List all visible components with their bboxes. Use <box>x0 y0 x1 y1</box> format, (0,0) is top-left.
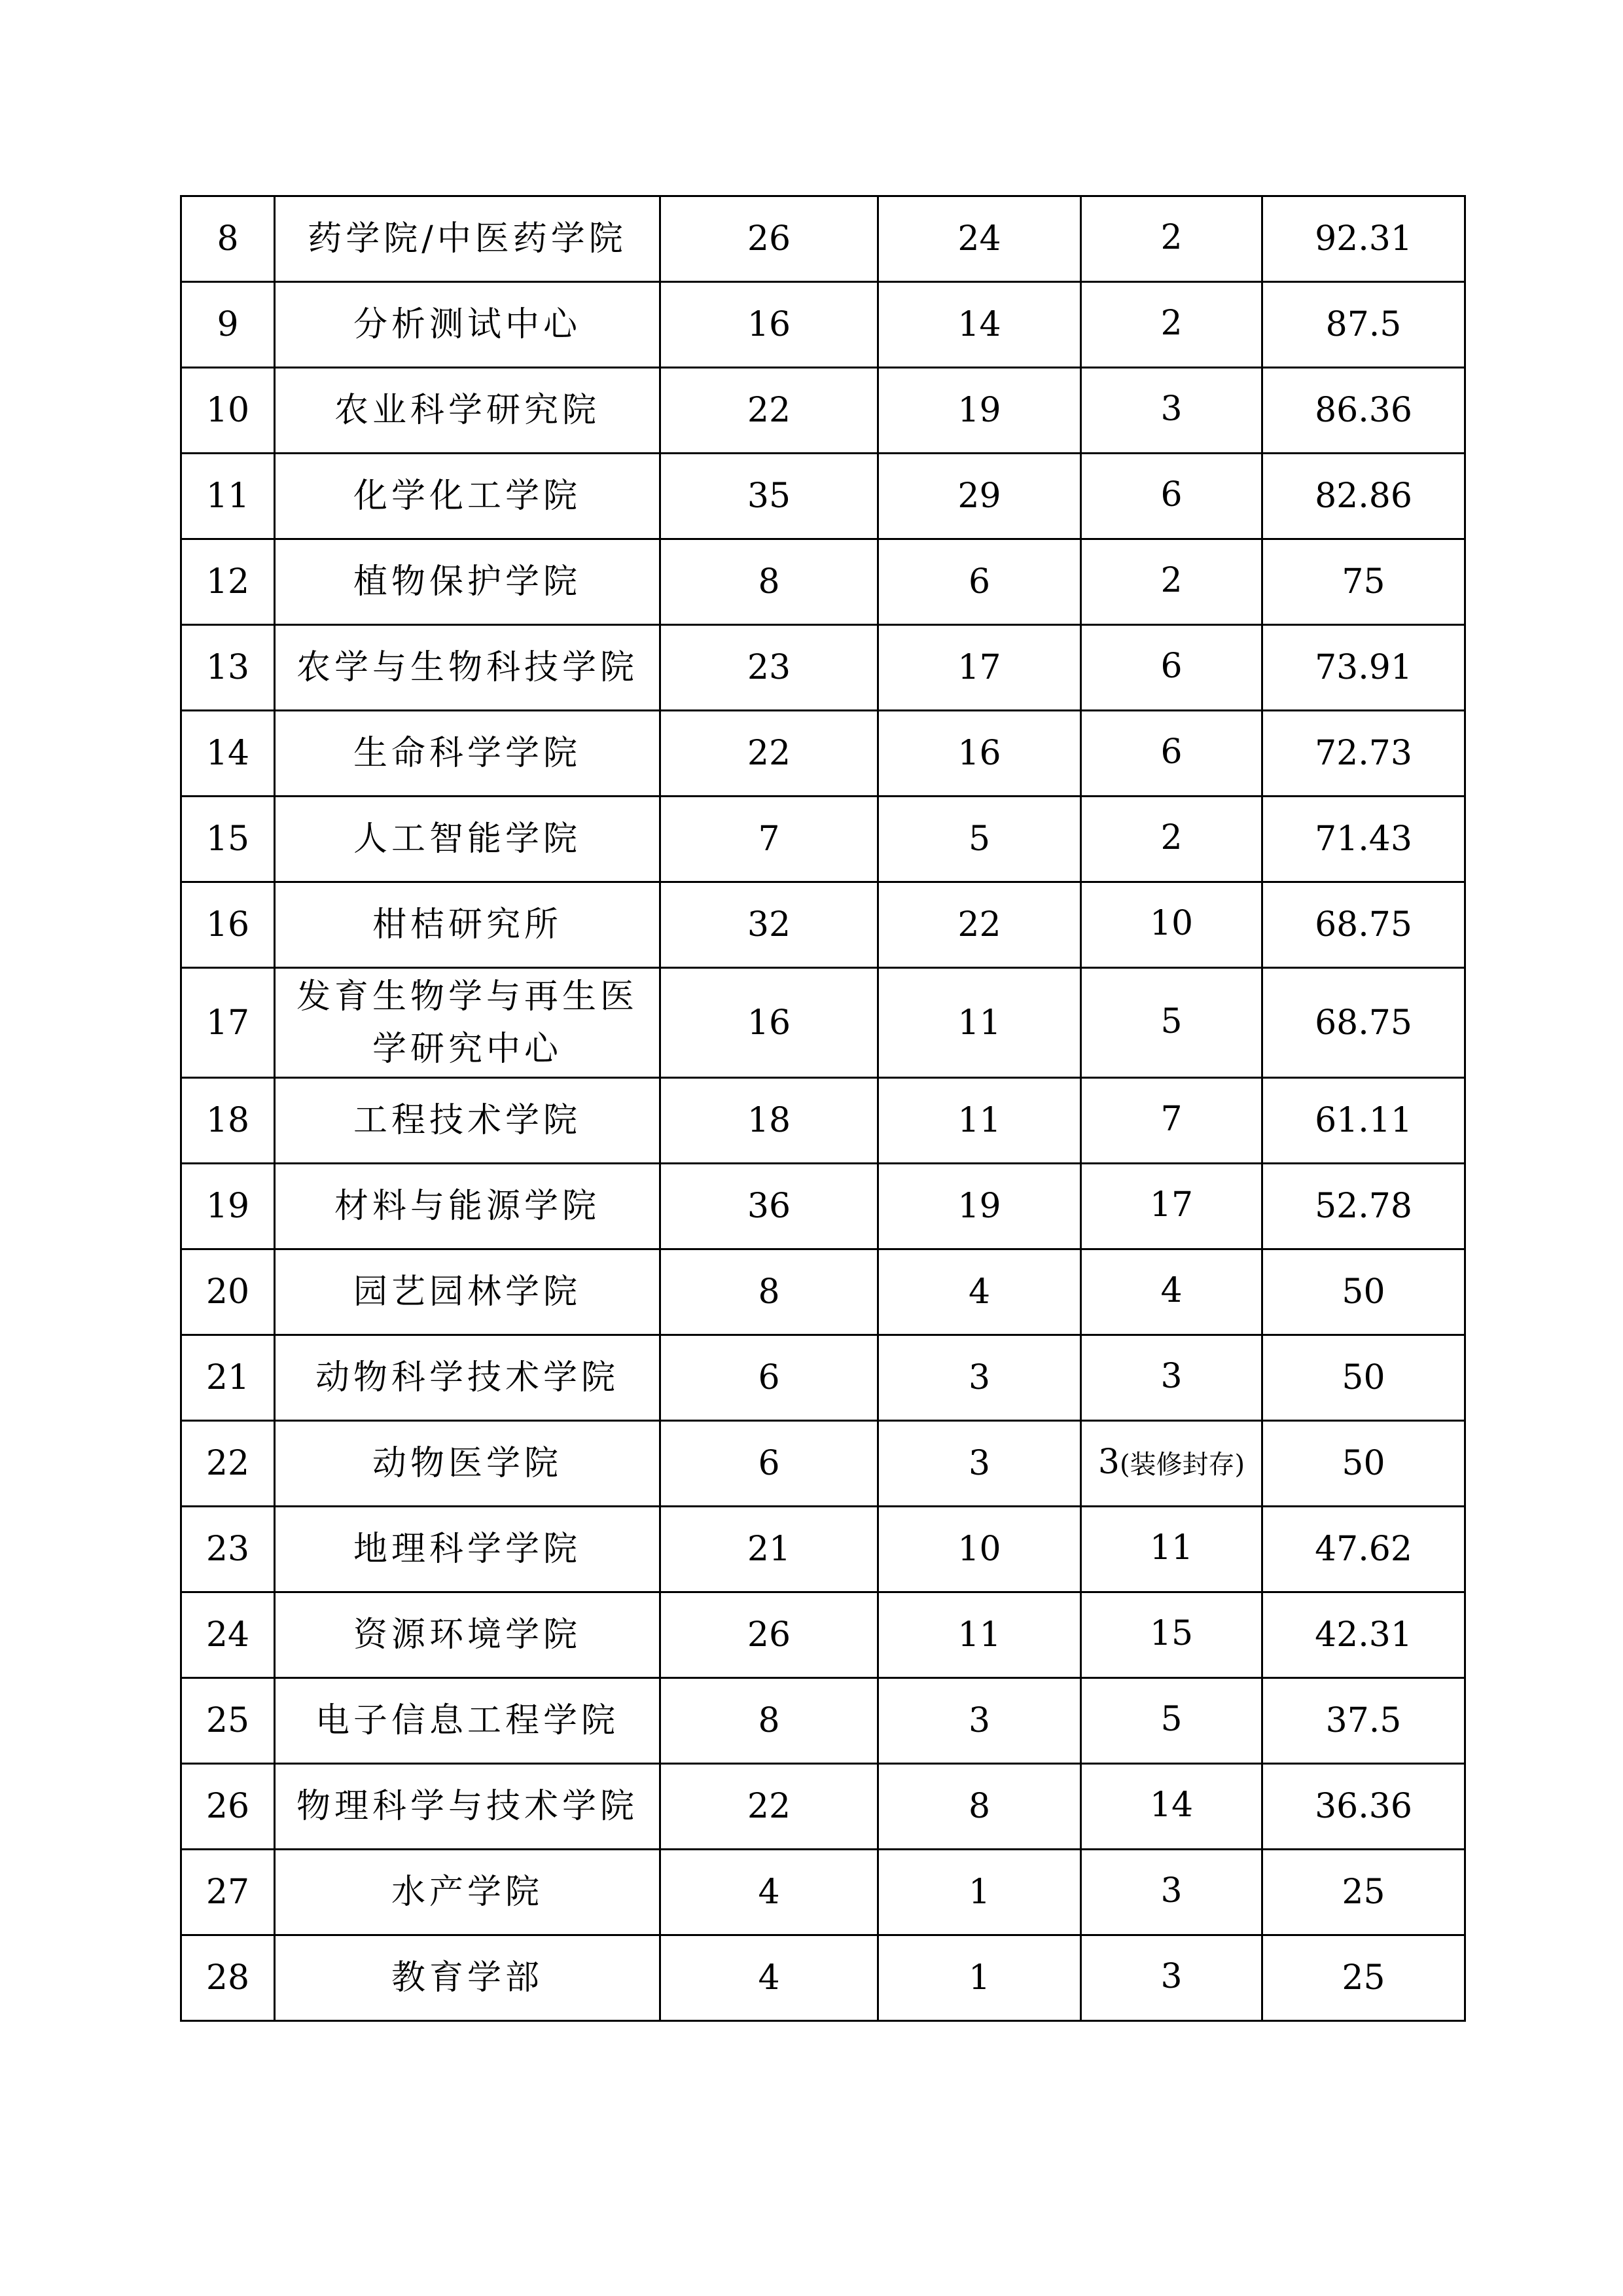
table-row <box>181 1164 1465 1249</box>
total-count-cell <box>660 1850 878 1935</box>
unit-name-text: 物理科学与技术学院 <box>296 1787 638 1826</box>
table-row <box>181 882 1465 968</box>
pass-count-text: 1 <box>968 1958 991 1998</box>
row-index-text: 17 <box>205 1003 250 1043</box>
row-index-cell <box>181 196 275 282</box>
fail-count-text: 2 <box>1160 818 1183 857</box>
pass-rate-cell <box>1262 1249 1465 1335</box>
fail-count-text: 5 <box>1160 1700 1183 1739</box>
fail-count-cell <box>1081 882 1262 968</box>
pass-rate-text: 52.78 <box>1315 1187 1412 1226</box>
unit-name-cell <box>275 882 660 968</box>
pass-count-text: 1 <box>968 1873 991 1912</box>
unit-name-text: 农业科学研究院 <box>334 391 600 430</box>
pass-count-cell <box>878 1164 1081 1249</box>
table-row <box>181 625 1465 711</box>
pass-count-cell <box>878 1507 1081 1592</box>
total-count-cell <box>660 1164 878 1249</box>
pass-count-text: 5 <box>968 819 991 859</box>
pass-count-text: 4 <box>968 1272 991 1312</box>
row-index-cell <box>181 625 275 711</box>
pass-rate-cell <box>1262 454 1465 539</box>
unit-name-text: 分析测试中心 <box>353 305 581 344</box>
pass-rate-cell <box>1262 368 1465 454</box>
pass-rate-text: 47.62 <box>1315 1530 1412 1569</box>
row-index-text: 23 <box>205 1530 250 1569</box>
fail-count-cell <box>1081 539 1262 625</box>
unit-name-text: 柑桔研究所 <box>372 905 562 944</box>
pass-rate-cell <box>1262 1507 1465 1592</box>
pass-rate-text: 92.31 <box>1315 219 1412 259</box>
pass-count-text: 19 <box>957 1187 1001 1226</box>
row-index-text: 14 <box>205 734 250 773</box>
pass-rate-cell <box>1262 1764 1465 1850</box>
row-index-cell <box>181 797 275 882</box>
row-index-cell <box>181 1678 275 1764</box>
total-count-text: 26 <box>747 1615 791 1655</box>
pass-rate-cell <box>1262 282 1465 368</box>
unit-name-cell <box>275 196 660 282</box>
unit-name-text: 动物科学技术学院 <box>315 1358 619 1397</box>
table-row <box>181 711 1465 797</box>
unit-name-cell <box>275 1592 660 1678</box>
unit-name-cell <box>275 1507 660 1592</box>
pass-rate-cell <box>1262 539 1465 625</box>
pass-rate-cell <box>1262 968 1465 1078</box>
total-count-text: 18 <box>747 1101 791 1140</box>
statistics-table <box>180 195 1466 2022</box>
fail-count-text: 6 <box>1160 647 1183 686</box>
unit-name-text: 植物保护学院 <box>353 562 581 601</box>
row-index-cell <box>181 1592 275 1678</box>
total-count-text: 8 <box>758 1272 780 1312</box>
pass-rate-text: 37.5 <box>1325 1701 1402 1740</box>
unit-name-cell <box>275 539 660 625</box>
pass-rate-text: 71.43 <box>1315 819 1412 859</box>
total-count-cell <box>660 797 878 882</box>
unit-name-text: 地理科学学院 <box>353 1530 581 1569</box>
unit-name-text: 资源环境学院 <box>353 1615 581 1655</box>
unit-name-text: 材料与能源学院 <box>334 1187 600 1226</box>
fail-count-text: 6 <box>1160 475 1183 514</box>
fail-count-text: 14 <box>1149 1785 1194 1825</box>
unit-name-cell <box>275 625 660 711</box>
row-index-text: 11 <box>205 476 250 516</box>
fail-count-text: 2 <box>1160 304 1183 343</box>
pass-count-cell <box>878 1335 1081 1421</box>
unit-name-text: 水产学院 <box>391 1873 543 1912</box>
total-count-cell <box>660 625 878 711</box>
pass-rate-text: 87.5 <box>1325 305 1402 344</box>
total-count-cell <box>660 1678 878 1764</box>
row-index-cell <box>181 1249 275 1335</box>
table-row <box>181 1507 1465 1592</box>
table-row <box>181 454 1465 539</box>
row-index-cell <box>181 968 275 1078</box>
pass-count-cell <box>878 711 1081 797</box>
total-count-text: 8 <box>758 1701 780 1740</box>
pass-rate-text: 82.86 <box>1315 476 1412 516</box>
unit-name-text: 园艺园林学院 <box>353 1272 581 1312</box>
row-index-cell <box>181 1421 275 1507</box>
table-row <box>181 282 1465 368</box>
total-count-text: 32 <box>747 905 791 944</box>
fail-count-text: 10 <box>1149 904 1194 943</box>
row-index-text: 19 <box>205 1187 250 1226</box>
row-index-text: 16 <box>205 905 250 944</box>
unit-name-text: 发育生物学与再生医学研究中心 <box>296 977 638 1069</box>
table-row <box>181 368 1465 454</box>
table-row <box>181 539 1465 625</box>
fail-count-cell <box>1081 1678 1262 1764</box>
pass-count-text: 6 <box>968 562 991 601</box>
total-count-cell <box>660 882 878 968</box>
fail-count-text: 6 <box>1160 732 1183 772</box>
pass-count-cell <box>878 1764 1081 1850</box>
total-count-text: 26 <box>747 219 791 259</box>
pass-count-text: 3 <box>968 1358 991 1397</box>
pass-count-cell <box>878 882 1081 968</box>
fail-count-text: 3 <box>1160 1357 1183 1396</box>
unit-name-cell <box>275 711 660 797</box>
unit-name-text: 动物医学院 <box>372 1444 562 1483</box>
total-count-cell <box>660 1078 878 1164</box>
table-row <box>181 1678 1465 1764</box>
fail-count-cell <box>1081 625 1262 711</box>
pass-rate-cell <box>1262 196 1465 282</box>
row-index-cell <box>181 1335 275 1421</box>
fail-note-text: (装修封存) <box>1119 1450 1245 1480</box>
pass-count-text: 14 <box>957 305 1001 344</box>
pass-rate-text: 86.36 <box>1315 391 1412 430</box>
row-index-cell <box>181 1850 275 1935</box>
pass-count-text: 17 <box>957 648 1001 687</box>
pass-rate-cell <box>1262 1335 1465 1421</box>
row-index-cell <box>181 282 275 368</box>
fail-count-text: 2 <box>1160 218 1183 257</box>
pass-rate-text: 36.36 <box>1315 1787 1412 1826</box>
unit-name-cell <box>275 1249 660 1335</box>
row-index-text: 15 <box>205 819 250 859</box>
unit-name-cell <box>275 1078 660 1164</box>
fail-count-cell <box>1081 1592 1262 1678</box>
total-count-text: 21 <box>747 1530 791 1569</box>
total-count-cell <box>660 282 878 368</box>
unit-name-text: 教育学部 <box>391 1958 543 1998</box>
total-count-text: 22 <box>747 1787 791 1826</box>
pass-count-cell <box>878 282 1081 368</box>
pass-count-cell <box>878 454 1081 539</box>
unit-name-cell <box>275 282 660 368</box>
total-count-text: 4 <box>758 1958 780 1998</box>
fail-count-cell <box>1081 1078 1262 1164</box>
pass-count-cell <box>878 539 1081 625</box>
unit-name-cell <box>275 968 660 1078</box>
fail-count-text: 3 <box>1097 1443 1120 1482</box>
fail-count-text: 17 <box>1149 1185 1194 1225</box>
total-count-text: 36 <box>747 1187 791 1226</box>
pass-count-cell <box>878 968 1081 1078</box>
pass-rate-text: 73.91 <box>1315 648 1412 687</box>
row-index-cell <box>181 1164 275 1249</box>
pass-count-text: 19 <box>957 391 1001 430</box>
total-count-text: 16 <box>747 305 791 344</box>
unit-name-text: 电子信息工程学院 <box>315 1701 619 1740</box>
total-count-cell <box>660 539 878 625</box>
pass-count-cell <box>878 625 1081 711</box>
pass-count-cell <box>878 1850 1081 1935</box>
pass-count-text: 22 <box>957 905 1001 944</box>
fail-count-cell <box>1081 1335 1262 1421</box>
pass-rate-cell <box>1262 1592 1465 1678</box>
pass-rate-cell <box>1262 711 1465 797</box>
total-count-cell <box>660 1335 878 1421</box>
fail-count-text: 4 <box>1160 1271 1183 1310</box>
table-row <box>181 1421 1465 1507</box>
pass-count-text: 3 <box>968 1701 991 1740</box>
unit-name-cell <box>275 1935 660 2021</box>
pass-rate-text: 50 <box>1342 1272 1385 1312</box>
fail-count-cell <box>1081 797 1262 882</box>
unit-name-text: 生命科学学院 <box>353 734 581 773</box>
pass-count-text: 3 <box>968 1444 991 1483</box>
total-count-cell <box>660 1935 878 2021</box>
pass-rate-cell <box>1262 797 1465 882</box>
pass-rate-cell <box>1262 1164 1465 1249</box>
pass-count-text: 29 <box>957 476 1001 516</box>
row-index-text: 25 <box>205 1701 250 1740</box>
fail-count-text: 2 <box>1160 561 1183 600</box>
unit-name-text: 人工智能学院 <box>353 819 581 859</box>
pass-rate-text: 75 <box>1342 562 1385 601</box>
unit-name-cell <box>275 368 660 454</box>
unit-name-cell <box>275 1421 660 1507</box>
total-count-cell <box>660 968 878 1078</box>
pass-rate-text: 50 <box>1342 1444 1385 1483</box>
total-count-cell <box>660 1764 878 1850</box>
pass-count-cell <box>878 1592 1081 1678</box>
total-count-text: 23 <box>747 648 791 687</box>
unit-name-cell <box>275 1850 660 1935</box>
total-count-text: 7 <box>758 819 780 859</box>
fail-count-cell <box>1081 1764 1262 1850</box>
pass-count-cell <box>878 196 1081 282</box>
unit-name-cell <box>275 1164 660 1249</box>
row-index-text: 28 <box>205 1958 250 1998</box>
row-index-cell <box>181 882 275 968</box>
row-index-text: 9 <box>217 305 239 344</box>
total-count-text: 22 <box>747 734 791 773</box>
pass-count-cell <box>878 1078 1081 1164</box>
total-count-text: 6 <box>758 1444 780 1483</box>
row-index-cell <box>181 1764 275 1850</box>
fail-count-cell <box>1081 711 1262 797</box>
pass-rate-cell <box>1262 625 1465 711</box>
total-count-cell <box>660 1249 878 1335</box>
unit-name-text: 工程技术学院 <box>353 1101 581 1140</box>
unit-name-text: 药学院/中医药学院 <box>308 219 627 259</box>
total-count-text: 8 <box>758 562 780 601</box>
row-index-text: 8 <box>217 219 239 259</box>
row-index-cell <box>181 454 275 539</box>
pass-count-cell <box>878 797 1081 882</box>
unit-name-text: 农学与生物科技学院 <box>296 648 638 687</box>
total-count-text: 4 <box>758 1873 780 1912</box>
pass-rate-text: 25 <box>1342 1958 1385 1998</box>
unit-name-cell <box>275 1764 660 1850</box>
row-index-text: 27 <box>205 1873 250 1912</box>
fail-count-cell <box>1081 1507 1262 1592</box>
table-body <box>181 196 1465 2021</box>
pass-rate-text: 50 <box>1342 1358 1385 1397</box>
total-count-cell <box>660 196 878 282</box>
unit-name-text: 化学化工学院 <box>353 476 581 516</box>
pass-count-text: 11 <box>957 1003 1001 1043</box>
pass-count-text: 8 <box>968 1787 991 1826</box>
unit-name-cell <box>275 1678 660 1764</box>
fail-count-cell <box>1081 1164 1262 1249</box>
row-index-cell <box>181 1507 275 1592</box>
fail-count-text: 3 <box>1160 1957 1183 1996</box>
row-index-cell <box>181 368 275 454</box>
pass-rate-text: 61.11 <box>1315 1101 1412 1140</box>
pass-count-text: 24 <box>957 219 1001 259</box>
pass-count-text: 16 <box>957 734 1001 773</box>
unit-name-cell <box>275 454 660 539</box>
row-index-cell <box>181 539 275 625</box>
pass-count-cell <box>878 1249 1081 1335</box>
table-row <box>181 1935 1465 2021</box>
row-index-text: 10 <box>205 391 250 430</box>
table-row <box>181 1764 1465 1850</box>
unit-name-cell <box>275 1335 660 1421</box>
pass-rate-text: 42.31 <box>1315 1615 1412 1655</box>
pass-rate-cell <box>1262 1850 1465 1935</box>
table-row <box>181 1335 1465 1421</box>
pass-rate-text: 68.75 <box>1315 905 1412 944</box>
total-count-cell <box>660 711 878 797</box>
fail-count-cell <box>1081 1935 1262 2021</box>
fail-count-text: 3 <box>1160 1871 1183 1910</box>
fail-count-text: 11 <box>1149 1528 1194 1568</box>
fail-count-cell <box>1081 282 1262 368</box>
row-index-text: 13 <box>205 648 250 687</box>
table-row <box>181 1249 1465 1335</box>
pass-count-text: 11 <box>957 1101 1001 1140</box>
pass-rate-cell <box>1262 1935 1465 2021</box>
row-index-text: 22 <box>205 1444 250 1483</box>
table-row <box>181 1850 1465 1935</box>
row-index-text: 12 <box>205 562 250 601</box>
table-row <box>181 968 1465 1078</box>
fail-count-text: 3 <box>1160 389 1183 429</box>
total-count-cell <box>660 1507 878 1592</box>
pass-count-text: 10 <box>957 1530 1001 1569</box>
total-count-cell <box>660 1592 878 1678</box>
pass-count-cell <box>878 1421 1081 1507</box>
fail-count-cell <box>1081 196 1262 282</box>
fail-count-cell <box>1081 1850 1262 1935</box>
row-index-cell <box>181 711 275 797</box>
fail-count-cell <box>1081 1421 1262 1507</box>
table-row <box>181 797 1465 882</box>
row-index-text: 20 <box>205 1272 250 1312</box>
row-index-text: 24 <box>205 1615 250 1655</box>
pass-count-cell <box>878 1678 1081 1764</box>
row-index-cell <box>181 1078 275 1164</box>
row-index-text: 18 <box>205 1101 250 1140</box>
total-count-cell <box>660 454 878 539</box>
table-row <box>181 1078 1465 1164</box>
total-count-cell <box>660 1421 878 1507</box>
fail-count-text: 5 <box>1160 1001 1183 1041</box>
table-row <box>181 1592 1465 1678</box>
unit-name-cell <box>275 797 660 882</box>
pass-rate-text: 25 <box>1342 1873 1385 1912</box>
fail-count-cell <box>1081 368 1262 454</box>
fail-count-cell <box>1081 1249 1262 1335</box>
pass-rate-cell <box>1262 882 1465 968</box>
total-count-text: 6 <box>758 1358 780 1397</box>
pass-rate-cell <box>1262 1078 1465 1164</box>
pass-count-cell <box>878 1935 1081 2021</box>
fail-count-text: 15 <box>1149 1614 1194 1653</box>
fail-count-cell <box>1081 968 1262 1078</box>
fail-count-cell <box>1081 454 1262 539</box>
fail-count-text: 7 <box>1160 1100 1183 1139</box>
pass-rate-cell <box>1262 1421 1465 1507</box>
total-count-text: 22 <box>747 391 791 430</box>
pass-rate-text: 68.75 <box>1315 1003 1412 1043</box>
pass-count-text: 11 <box>957 1615 1001 1655</box>
row-index-cell <box>181 1935 275 2021</box>
table-row <box>181 196 1465 282</box>
row-index-text: 21 <box>205 1358 250 1397</box>
pass-count-cell <box>878 368 1081 454</box>
pass-rate-text: 72.73 <box>1315 734 1412 773</box>
pass-rate-cell <box>1262 1678 1465 1764</box>
total-count-cell <box>660 368 878 454</box>
total-count-text: 35 <box>747 476 791 516</box>
total-count-text: 16 <box>747 1003 791 1043</box>
row-index-text: 26 <box>205 1787 250 1826</box>
